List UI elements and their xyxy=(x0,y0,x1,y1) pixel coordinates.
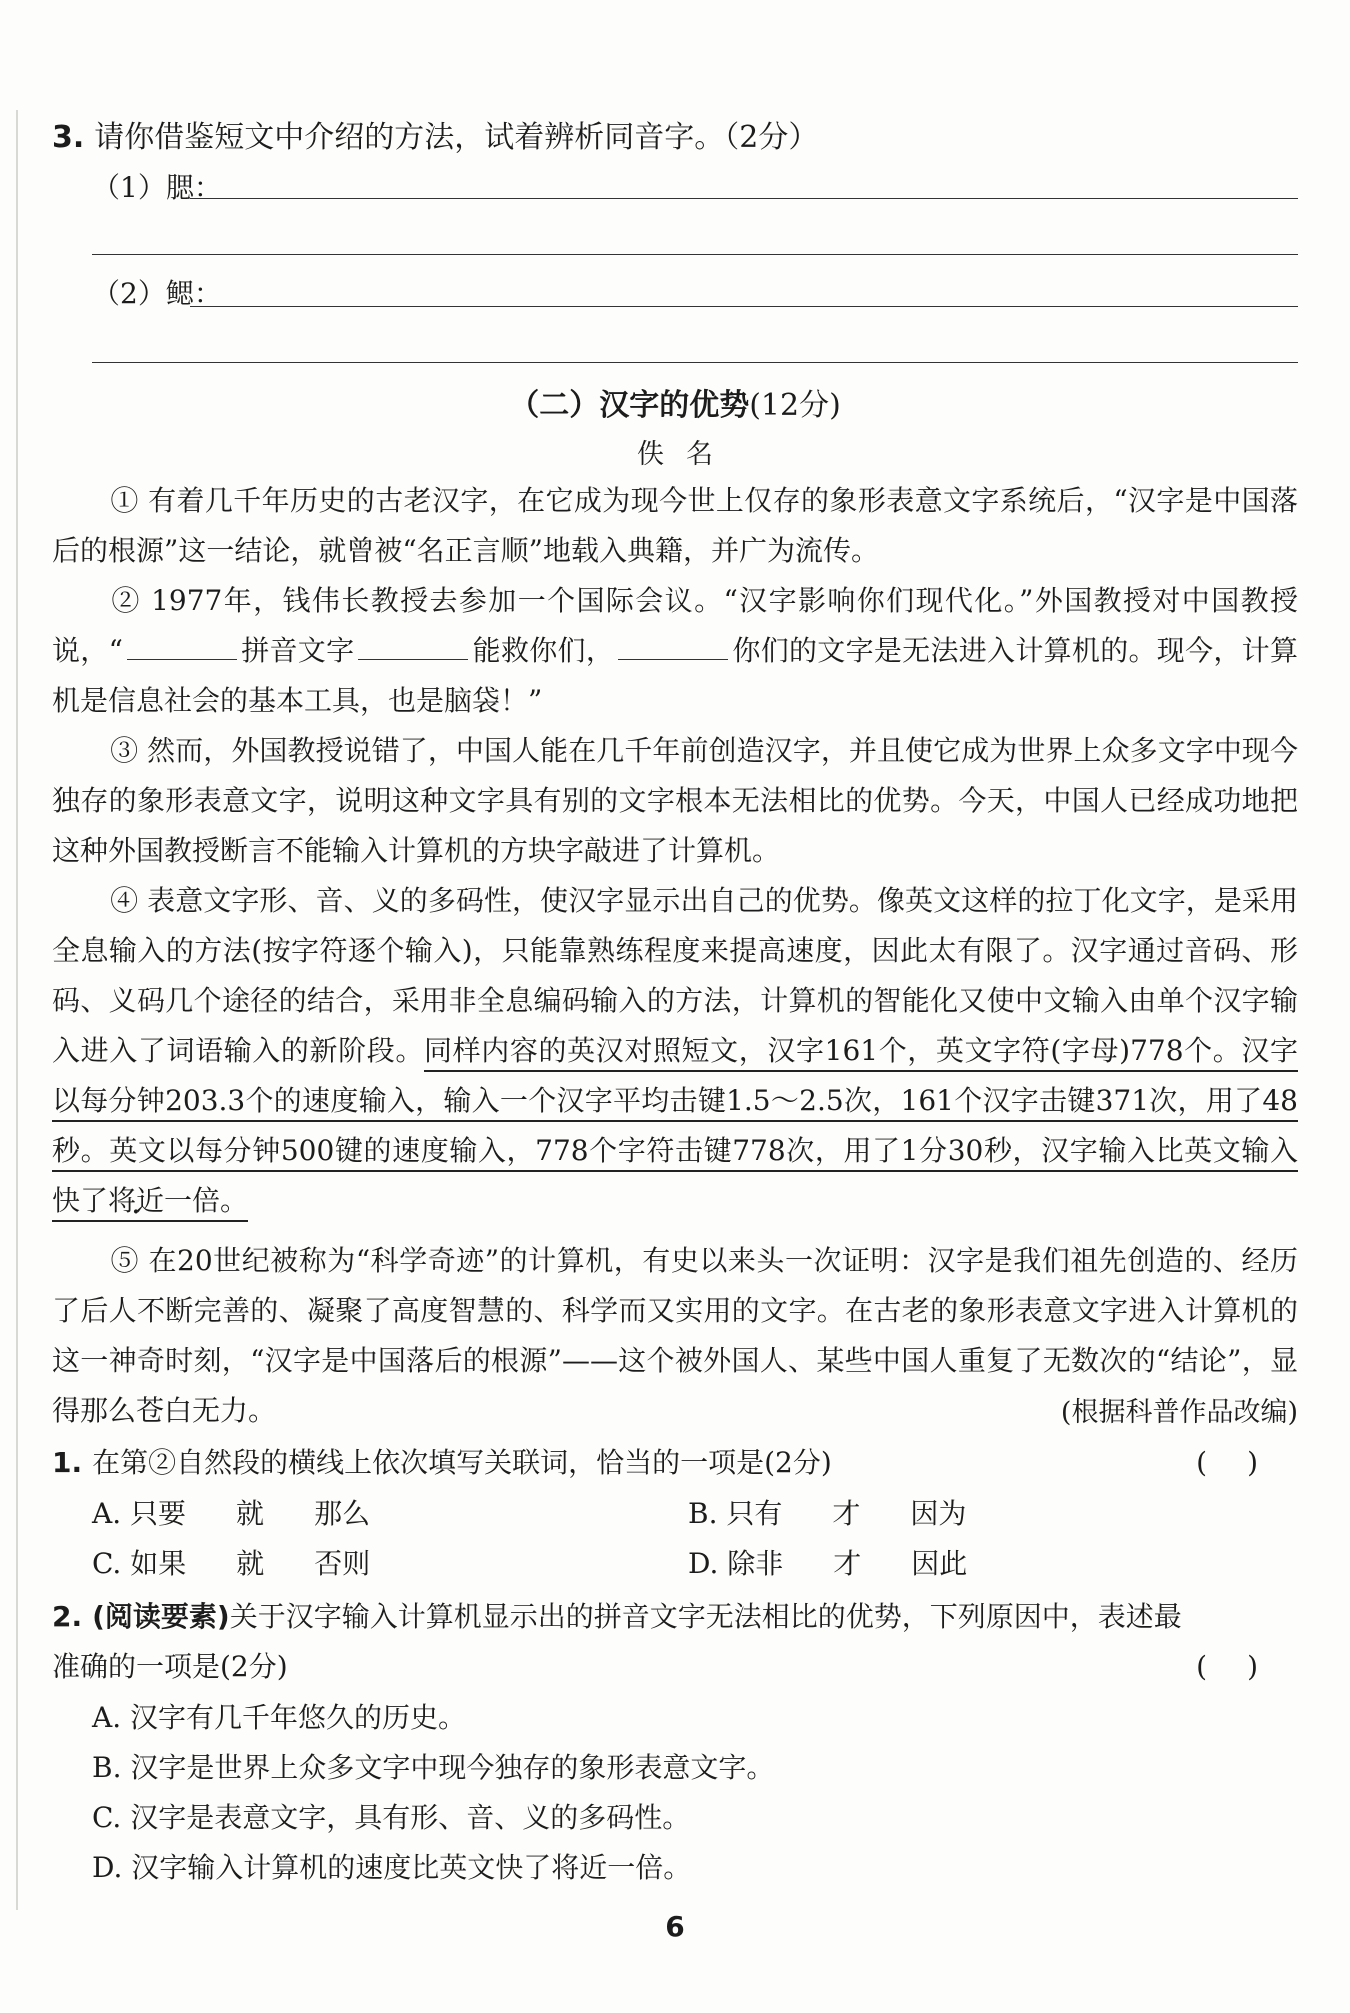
blank-2[interactable] xyxy=(358,635,468,660)
q1-option-a[interactable] xyxy=(92,1492,370,1532)
paragraph-2-text-d: 你们的文字是无法进入计算机的。现今，计算机是信息社会的基本工具，也是脑袋！” xyxy=(52,634,1298,717)
q3-sub2-answer-line-2[interactable] xyxy=(92,362,1298,363)
paragraph-5-text: ⑤ 在20世纪被称为“科学奇迹”的计算机，有史以来头一次证明：汉字是我们祖先创造的、经历了后人不断完善的、凝聚了高度智慧的、科学而又实用的文字。在古老的象形表意文字进入计算机的这一神奇时刻，“汉字是中国落后的根源”——这个被外国人、某些中国人重复了无数次的“结论”，显得那么苍白无力。 xyxy=(52,1244,1298,1427)
blank-1[interactable] xyxy=(127,635,237,660)
question-2-answer-bracket[interactable]: () xyxy=(1196,1650,1298,1683)
q3-sub1-answer-line-1[interactable] xyxy=(190,198,1298,199)
reading-element-tag: (阅读要素) xyxy=(92,1600,230,1633)
option-word: 否则 xyxy=(314,1547,371,1580)
question-1-answer-bracket[interactable]: () xyxy=(1196,1446,1298,1479)
option-word: 除非 xyxy=(727,1547,784,1580)
paragraph-3-text: ③ 然而，外国教授说错了，中国人能在几千年前创造汉字，并且使它成为世界上众多文字中现今独存的象形表意文字，说明这种文字具有别的文字根本无法相比的优势。今天，中国人已经成功地把这种外国教授断言不能输入计算机的方块字敲进了计算机。 xyxy=(52,734,1298,867)
emphasized-word: 将近 xyxy=(108,1184,165,1217)
q3-sub1-label: （1）腮： xyxy=(92,171,222,204)
source-note: (根据科普作品改编) xyxy=(1060,1397,1298,1428)
option-word: 只有 xyxy=(726,1497,783,1530)
q2-option-c[interactable]: C. 汉字是表意文字，具有形、音、义的多码性。 xyxy=(92,1801,691,1834)
question-3-number: 3. xyxy=(52,120,85,155)
option-label: B. xyxy=(688,1497,718,1530)
question-3-text: 请你借鉴短文中介绍的方法，试着辨析同音字。（2分） xyxy=(94,120,819,155)
q2-option-d[interactable]: D. 汉字输入计算机的速度比英文快了将近一倍。 xyxy=(92,1851,692,1884)
author: 佚名 xyxy=(637,439,735,470)
q1-option-c[interactable] xyxy=(92,1542,370,1582)
question-2-number: 2. xyxy=(52,1600,83,1633)
paragraph-2-text-b: 拼音文字 xyxy=(240,634,355,667)
option-word: 因为 xyxy=(910,1497,967,1530)
paragraph-4 xyxy=(52,876,1298,1226)
paragraph-4-text: ④ 表意文字形、音、义的多码性，使汉字显示出自己的优势。像英文这样的拉丁化文字，是采用全息输入的方法(按字符逐个输入)，只能靠熟练程度来提高速度，因此太有限了。汉字通过音码、形码、义码几个途径的结合，采用非全息编码输入的方法，计算机的智能化又使中文输入由单个汉字输入进入了词语输入的新阶段。 xyxy=(52,884,1298,1067)
option-word: 才 xyxy=(833,1547,862,1580)
option-label: C. xyxy=(92,1547,122,1580)
question-1 xyxy=(52,1438,1298,1488)
q2-option-b[interactable]: B. 汉字是世界上众多文字中现今独存的象形表意文字。 xyxy=(92,1751,775,1784)
question-3 xyxy=(52,112,818,156)
option-label: D. xyxy=(688,1547,719,1580)
paragraph-2-text-a: ② 1977年，钱伟长教授去参加一个国际会议。“汉字影响你们现代化。”外国教授对中国教授说，“ xyxy=(52,584,1298,667)
question-1-text: 在第②自然段的横线上依次填写关联词，恰当的一项是(2分) xyxy=(92,1446,832,1479)
option-word: 只要 xyxy=(130,1497,187,1530)
option-word: 因此 xyxy=(911,1547,968,1580)
blank-3[interactable] xyxy=(618,635,728,660)
paragraph-2-text-c: 能救你们， xyxy=(472,634,615,667)
option-word: 就 xyxy=(236,1497,265,1530)
option-word: 就 xyxy=(236,1547,265,1580)
underlined-text-1: 同样内容的英汉对照短文，汉字161个，英文字符(字母)778个。汉字以每分钟203.3个的速度输入，输入一个汉字平均击键1.5～2.5次，161个汉字击键371次，用了48秒。英文以每分钟500键的速度输入，778个字符击键778次，用了1分30秒，汉字输入比英文输入快了 xyxy=(52,1034,1298,1217)
option-label: A. xyxy=(92,1497,122,1530)
q3-sub2-label: （2）鳃： xyxy=(92,277,222,310)
paragraph-1 xyxy=(52,476,1298,576)
section-points: (12分) xyxy=(749,388,841,423)
option-word: 那么 xyxy=(314,1497,371,1530)
page-number: 6 xyxy=(665,1910,685,1943)
q3-sub2-answer-line-1[interactable] xyxy=(190,306,1298,307)
q2-option-a[interactable]: A. 汉字有几千年悠久的历史。 xyxy=(92,1701,467,1734)
question-2-text: 关于汉字输入计算机显示出的拼音文字无法相比的优势，下列原因中，表述最准确的一项是(2分) xyxy=(52,1600,1182,1683)
section-title xyxy=(0,380,1350,424)
paragraph-2 xyxy=(52,576,1298,726)
option-word: 如果 xyxy=(130,1547,187,1580)
paragraph-1-text: ① 有着几千年历史的古老汉字，在它成为现今世上仅存的象形表意文字系统后，“汉字是中国落后的根源”这一结论，就曾被“名正言顺”地载入典籍，并广为流传。 xyxy=(52,484,1298,567)
section-title-text: （二）汉字的优势 xyxy=(509,388,750,423)
q1-option-d[interactable] xyxy=(688,1542,967,1582)
question-1-number: 1. xyxy=(52,1446,83,1479)
option-word: 才 xyxy=(832,1497,861,1530)
q1-option-b[interactable] xyxy=(688,1492,966,1532)
question-2 xyxy=(52,1592,1192,1692)
paragraph-3 xyxy=(52,726,1298,876)
underlined-text-2: 一倍。 xyxy=(164,1184,249,1217)
q3-sub1-answer-line-2[interactable] xyxy=(92,254,1298,255)
